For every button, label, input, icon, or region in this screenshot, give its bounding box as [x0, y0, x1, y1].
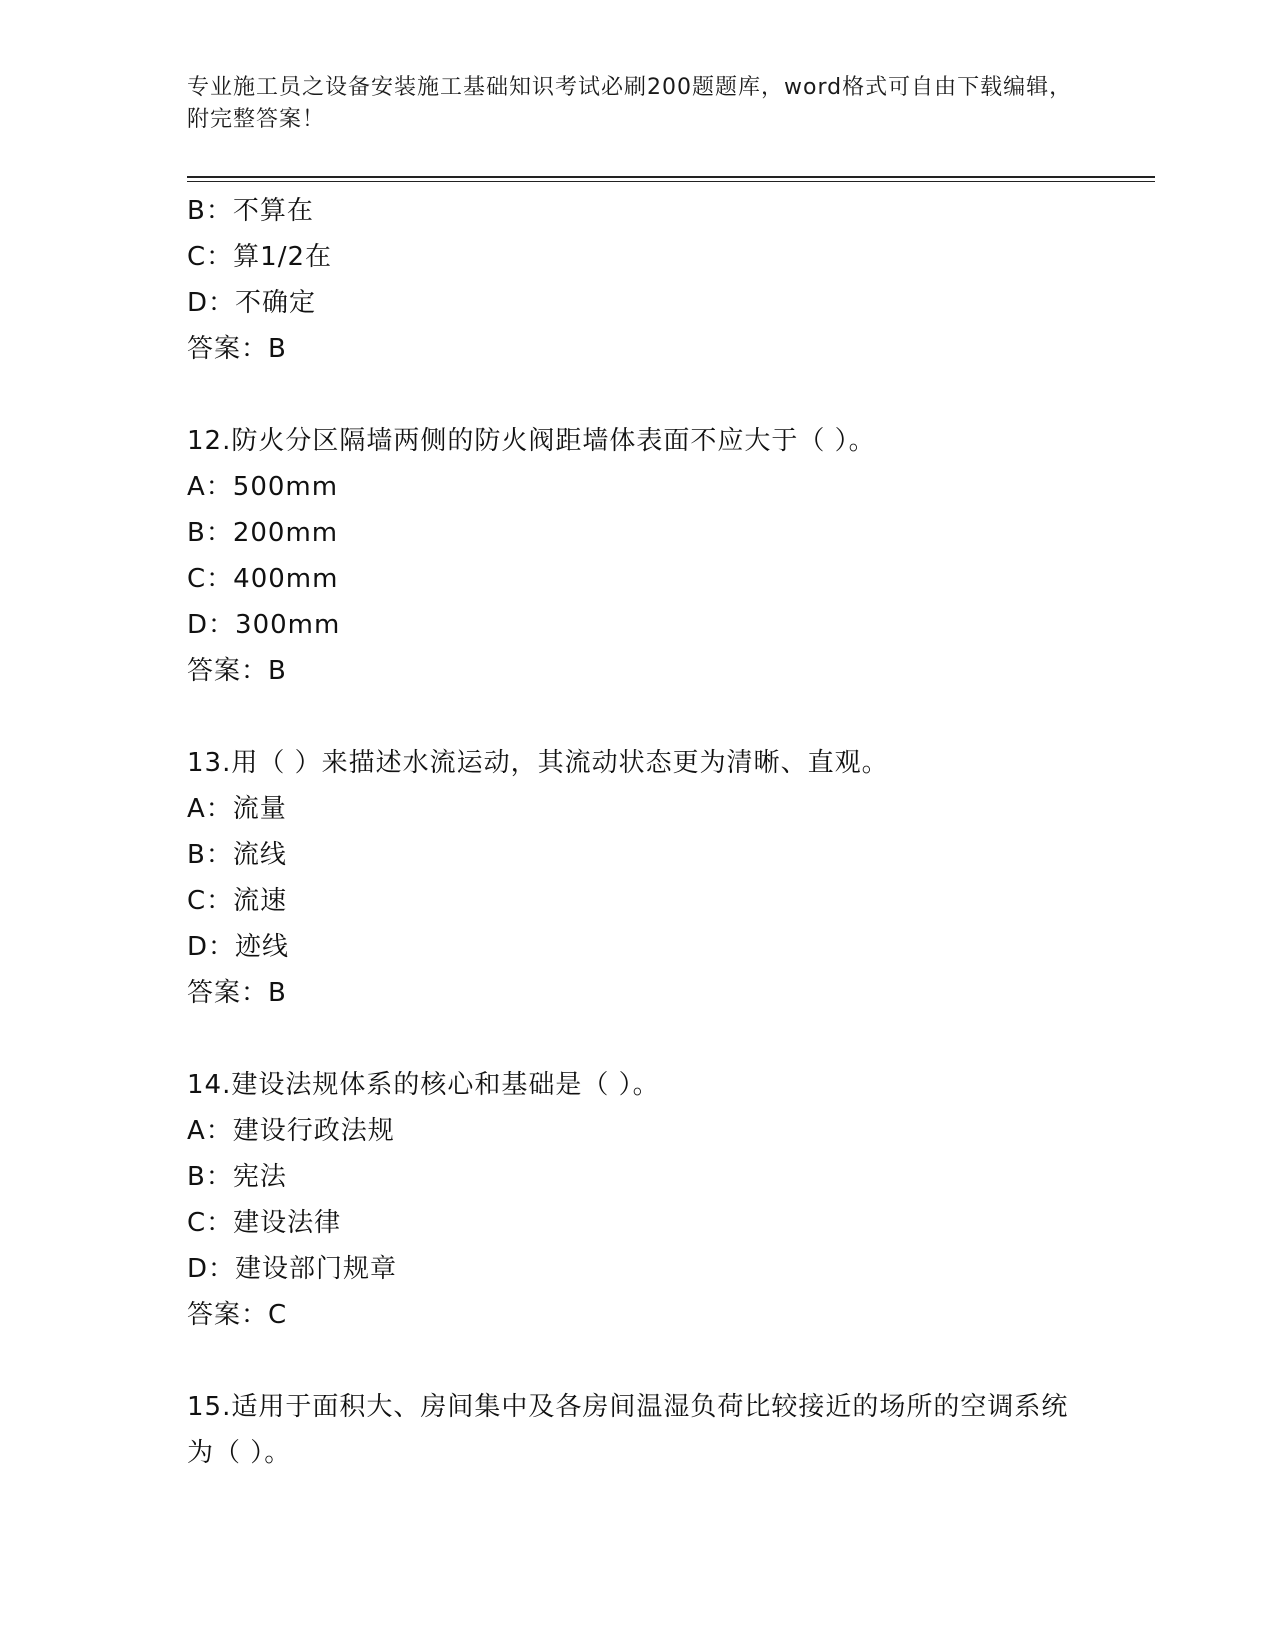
option-c: C：400mm	[187, 564, 339, 594]
option-c: C：算1/2在	[187, 242, 332, 272]
answer: 答案：B	[187, 978, 287, 1008]
header-divider	[187, 176, 1155, 182]
question-stem: 14.建设法规体系的核心和基础是（ ）。	[187, 1070, 660, 1100]
question-14	[187, 1062, 1147, 1338]
option-d: D：不确定	[187, 288, 317, 318]
spacer	[187, 694, 1147, 740]
question-stem: 12.防火分区隔墙两侧的防火阀距墙体表面不应大于（ ）。	[187, 426, 876, 456]
question-15	[187, 1384, 1147, 1476]
question-13	[187, 740, 1147, 1016]
option-d: D：迹线	[187, 932, 290, 962]
spacer	[187, 372, 1147, 418]
question-list	[187, 188, 1147, 1476]
option-b: B：不算在	[187, 196, 314, 226]
spacer	[187, 1016, 1147, 1062]
option-c: C：流速	[187, 886, 288, 916]
option-d: D：建设部门规章	[187, 1254, 398, 1284]
option-b: B：流线	[187, 840, 287, 870]
question-stem: 13.用（ ）来描述水流运动，其流动状态更为清晰、直观。	[187, 748, 889, 778]
answer: 答案：C	[187, 1300, 288, 1330]
question-stem: 15.适用于面积大、房间集中及各房间温湿负荷比较接近的场所的空调系统为（ ）。	[187, 1392, 1069, 1468]
option-a: A：建设行政法规	[187, 1116, 395, 1146]
option-d: D：300mm	[187, 610, 341, 640]
question-12	[187, 418, 1147, 694]
option-c: C：建设法律	[187, 1208, 342, 1238]
option-a: A：500mm	[187, 472, 339, 502]
question-11	[187, 188, 1147, 372]
option-a: A：流量	[187, 794, 287, 824]
answer: 答案：B	[187, 334, 287, 364]
option-b: B：200mm	[187, 518, 339, 548]
spacer	[187, 1338, 1147, 1384]
option-b: B：宪法	[187, 1162, 287, 1192]
page-header: 专业施工员之设备安装施工基础知识考试必刷200题题库，word格式可自由下载编辑，附完整答案！	[187, 75, 1073, 132]
answer: 答案：B	[187, 656, 287, 686]
